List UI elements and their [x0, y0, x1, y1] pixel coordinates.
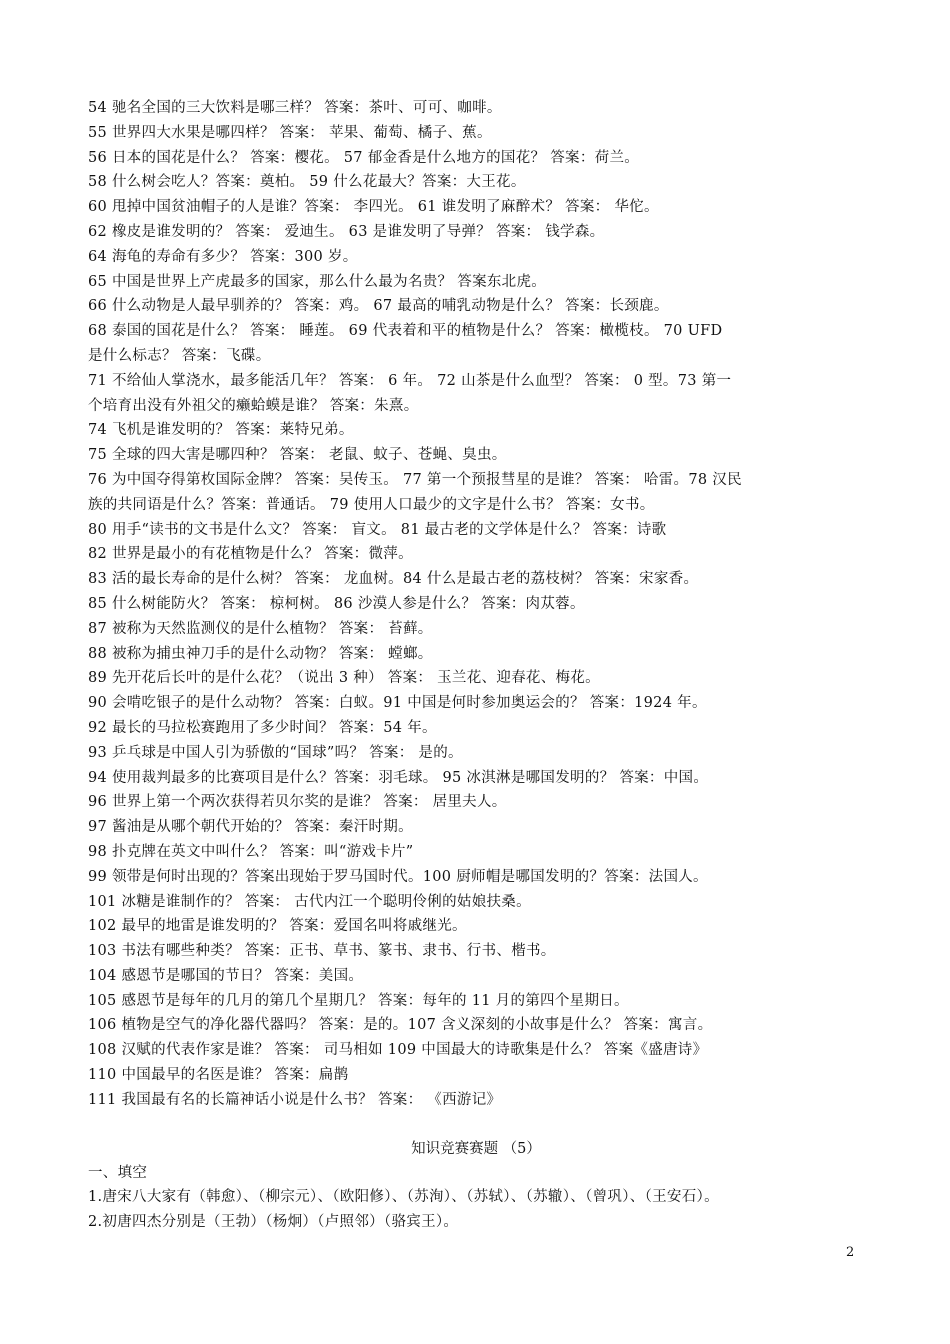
qa-line: 62 橡皮是谁发明的？ 答案： 爱迪生。 63 是谁发明了导弹？ 答案： 钱学森。	[88, 223, 605, 240]
qa-line: 102 最早的地雷是谁发明的？ 答案：爱国名叫将戚继光。	[88, 918, 467, 935]
qa-line: 66 什么动物是人最早驯养的？ 答案：鸡。 67 最高的哺乳动物是什么？ 答案：长颈鹿。	[88, 298, 669, 315]
qa-line: 60 甩掉中国贫油帽子的人是谁？答案： 李四光。 61 谁发明了麻醉术？ 答案： 华佗。	[88, 199, 659, 216]
qa-line: 54 驰名全国的三大饮料是哪三样？ 答案：茶叶、可可、咖啡。	[88, 100, 502, 116]
qa-line: 58 什么树会吃人？答案：奠柏。 59 什么花最大？答案：大王花。	[88, 174, 526, 191]
qa-line: 83 活的最长寿命的是什么树？ 答案： 龙血树。84 什么是最古老的荔枝树？ 答案：宋家香。	[88, 571, 699, 588]
subsection-title: 一、填空	[88, 1164, 148, 1181]
qa-line: 族的共同语是什么？答案：普通话。 79 使用人口最少的文字是什么书？ 答案：女书。	[88, 496, 655, 513]
fill-line: 2.初唐四杰分别是（王勃）（杨炯）（卢照邻）（骆宾王）。	[88, 1214, 459, 1231]
qa-line: 97 酱油是从哪个朝代开始的？ 答案：秦汗时期。	[88, 819, 413, 836]
section-gap	[88, 1113, 864, 1137]
qa-line: 55 世界四大水果是哪四样？ 答案： 苹果、葡萄、橘子、蕉。	[88, 124, 492, 141]
qa-line: 76 为中国夺得第枚国际金牌？ 答案：吴传玉。 77 第一个预报彗星的是谁？ 答案： 哈雷。78 汉民	[88, 471, 742, 488]
qa-line: 71 不给仙人掌浇水，最多能活几年？ 答案： 6 年。 72 山茶是什么血型？ 答案： 0 型。73 第一	[88, 372, 732, 389]
qa-line: 64 海龟的寿命有多少？ 答案：300 岁。	[88, 248, 358, 265]
qa-line: 105 感恩节是每年的几月的第几个星期几？ 答案：每年的 11 月的第四个星期日。	[88, 992, 629, 1009]
fill-blank-list	[88, 1185, 864, 1235]
qa-line: 87 被称为天然监测仪的是什么植物？ 答案： 苔藓。	[88, 620, 433, 637]
qa-line: 108 汉赋的代表作家是谁？ 答案： 司马相如 109 中国最大的诗歌集是什么？ 答案《盛唐诗》	[88, 1042, 708, 1059]
qa-line: 82 世界是最小的有花植物是什么？ 答案：微萍。	[88, 546, 413, 563]
qa-line: 110 中国最早的名医是谁？ 答案：扁鹊	[88, 1067, 349, 1084]
qa-line: 75 全球的四大害是哪四种？ 答案： 老鼠、蚊子、苍蝇、臭虫。	[88, 447, 507, 464]
qa-list	[88, 96, 864, 1113]
qa-line: 65 中国是世界上产虎最多的国家，那么什么最为名贵？ 答案东北虎。	[88, 273, 547, 290]
fill-line: 1.唐宋八大家有（韩愈）、（柳宗元）、（欧阳修）、（苏洵）、（苏轼）、（苏辙）、（曾巩）、（王安石）。	[88, 1189, 719, 1206]
qa-line: 101 冰糖是谁制作的？ 答案： 古代内江一个聪明伶俐的姑娘扶桑。	[88, 893, 531, 910]
qa-line: 96 世界上第一个两次获得若贝尔奖的是谁？ 答案： 居里夫人。	[88, 794, 507, 811]
section-title: 知识竞赛赛题 （5）	[411, 1140, 541, 1157]
qa-line: 89 先开花后长叶的是什么花？（说出 3 种） 答案： 玉兰花、迎春花、梅花。	[88, 670, 600, 687]
qa-line: 104 感恩节是哪国的节日？ 答案：美国。	[88, 967, 364, 984]
qa-line: 94 使用裁判最多的比赛项目是什么？答案：羽毛球。 95 冰淇淋是哪国发明的？ 答案：中国。	[88, 769, 709, 786]
qa-line: 56 日本的国花是什么？ 答案：樱花。 57 郁金香是什么地方的国花？ 答案：荷兰。	[88, 149, 640, 166]
qa-line: 103 书法有哪些种类？ 答案：正书、草书、篆书、隶书、行书、楷书。	[88, 943, 556, 960]
qa-line: 90 会啃吃银子的是什么动物？ 答案：白蚁。91 中国是何时参加奥运会的？ 答案：1924 年。	[88, 695, 707, 712]
page-number: 2	[846, 1245, 855, 1260]
qa-line: 106 植物是空气的净化器代器吗？ 答案：是的。107 含义深刻的小故事是什么？ 答案：寓言。	[88, 1017, 713, 1034]
qa-line: 74 飞机是谁发明的？ 答案：莱特兄弟。	[88, 422, 354, 439]
qa-line: 111 我国最有名的长篇神话小说是什么书？ 答案： 《西游记》	[88, 1091, 502, 1108]
qa-line: 个培育出没有外祖父的癞蛤蟆是谁？ 答案：朱熹。	[88, 397, 419, 414]
qa-line: 93 乒乓球是中国人引为骄傲的“国球”吗？ 答案： 是的。	[88, 744, 463, 761]
qa-line: 99 领带是何时出现的？答案出现始于罗马国时代。100 厨师帽是哪国发明的？答案：法国人。	[88, 868, 708, 885]
qa-line: 88 被称为捕虫神刀手的是什么动物？ 答案： 螳螂。	[88, 645, 433, 662]
qa-line: 85 什么树能防火？ 答案： 椋柯树。 86 沙漠人参是什么？ 答案：肉苁蓉。	[88, 595, 585, 612]
qa-line: 是什么标志？ 答案：飞碟。	[88, 347, 271, 364]
page-content	[88, 96, 864, 1235]
qa-line: 68 泰国的国花是什么？ 答案： 睡莲。 69 代表着和平的植物是什么？ 答案：橄榄枝。 70 UFD	[88, 323, 723, 340]
qa-line: 92 最长的马拉松赛跑用了多少时间？ 答案：54 年。	[88, 719, 437, 736]
qa-line: 80 用手“读书的文书是什么文？ 答案： 盲文。 81 最古老的文学体是什么？ 答案：诗歌	[88, 521, 667, 538]
qa-line: 98 扑克牌在英文中叫什么？ 答案：叫“游戏卡片”	[88, 843, 414, 860]
